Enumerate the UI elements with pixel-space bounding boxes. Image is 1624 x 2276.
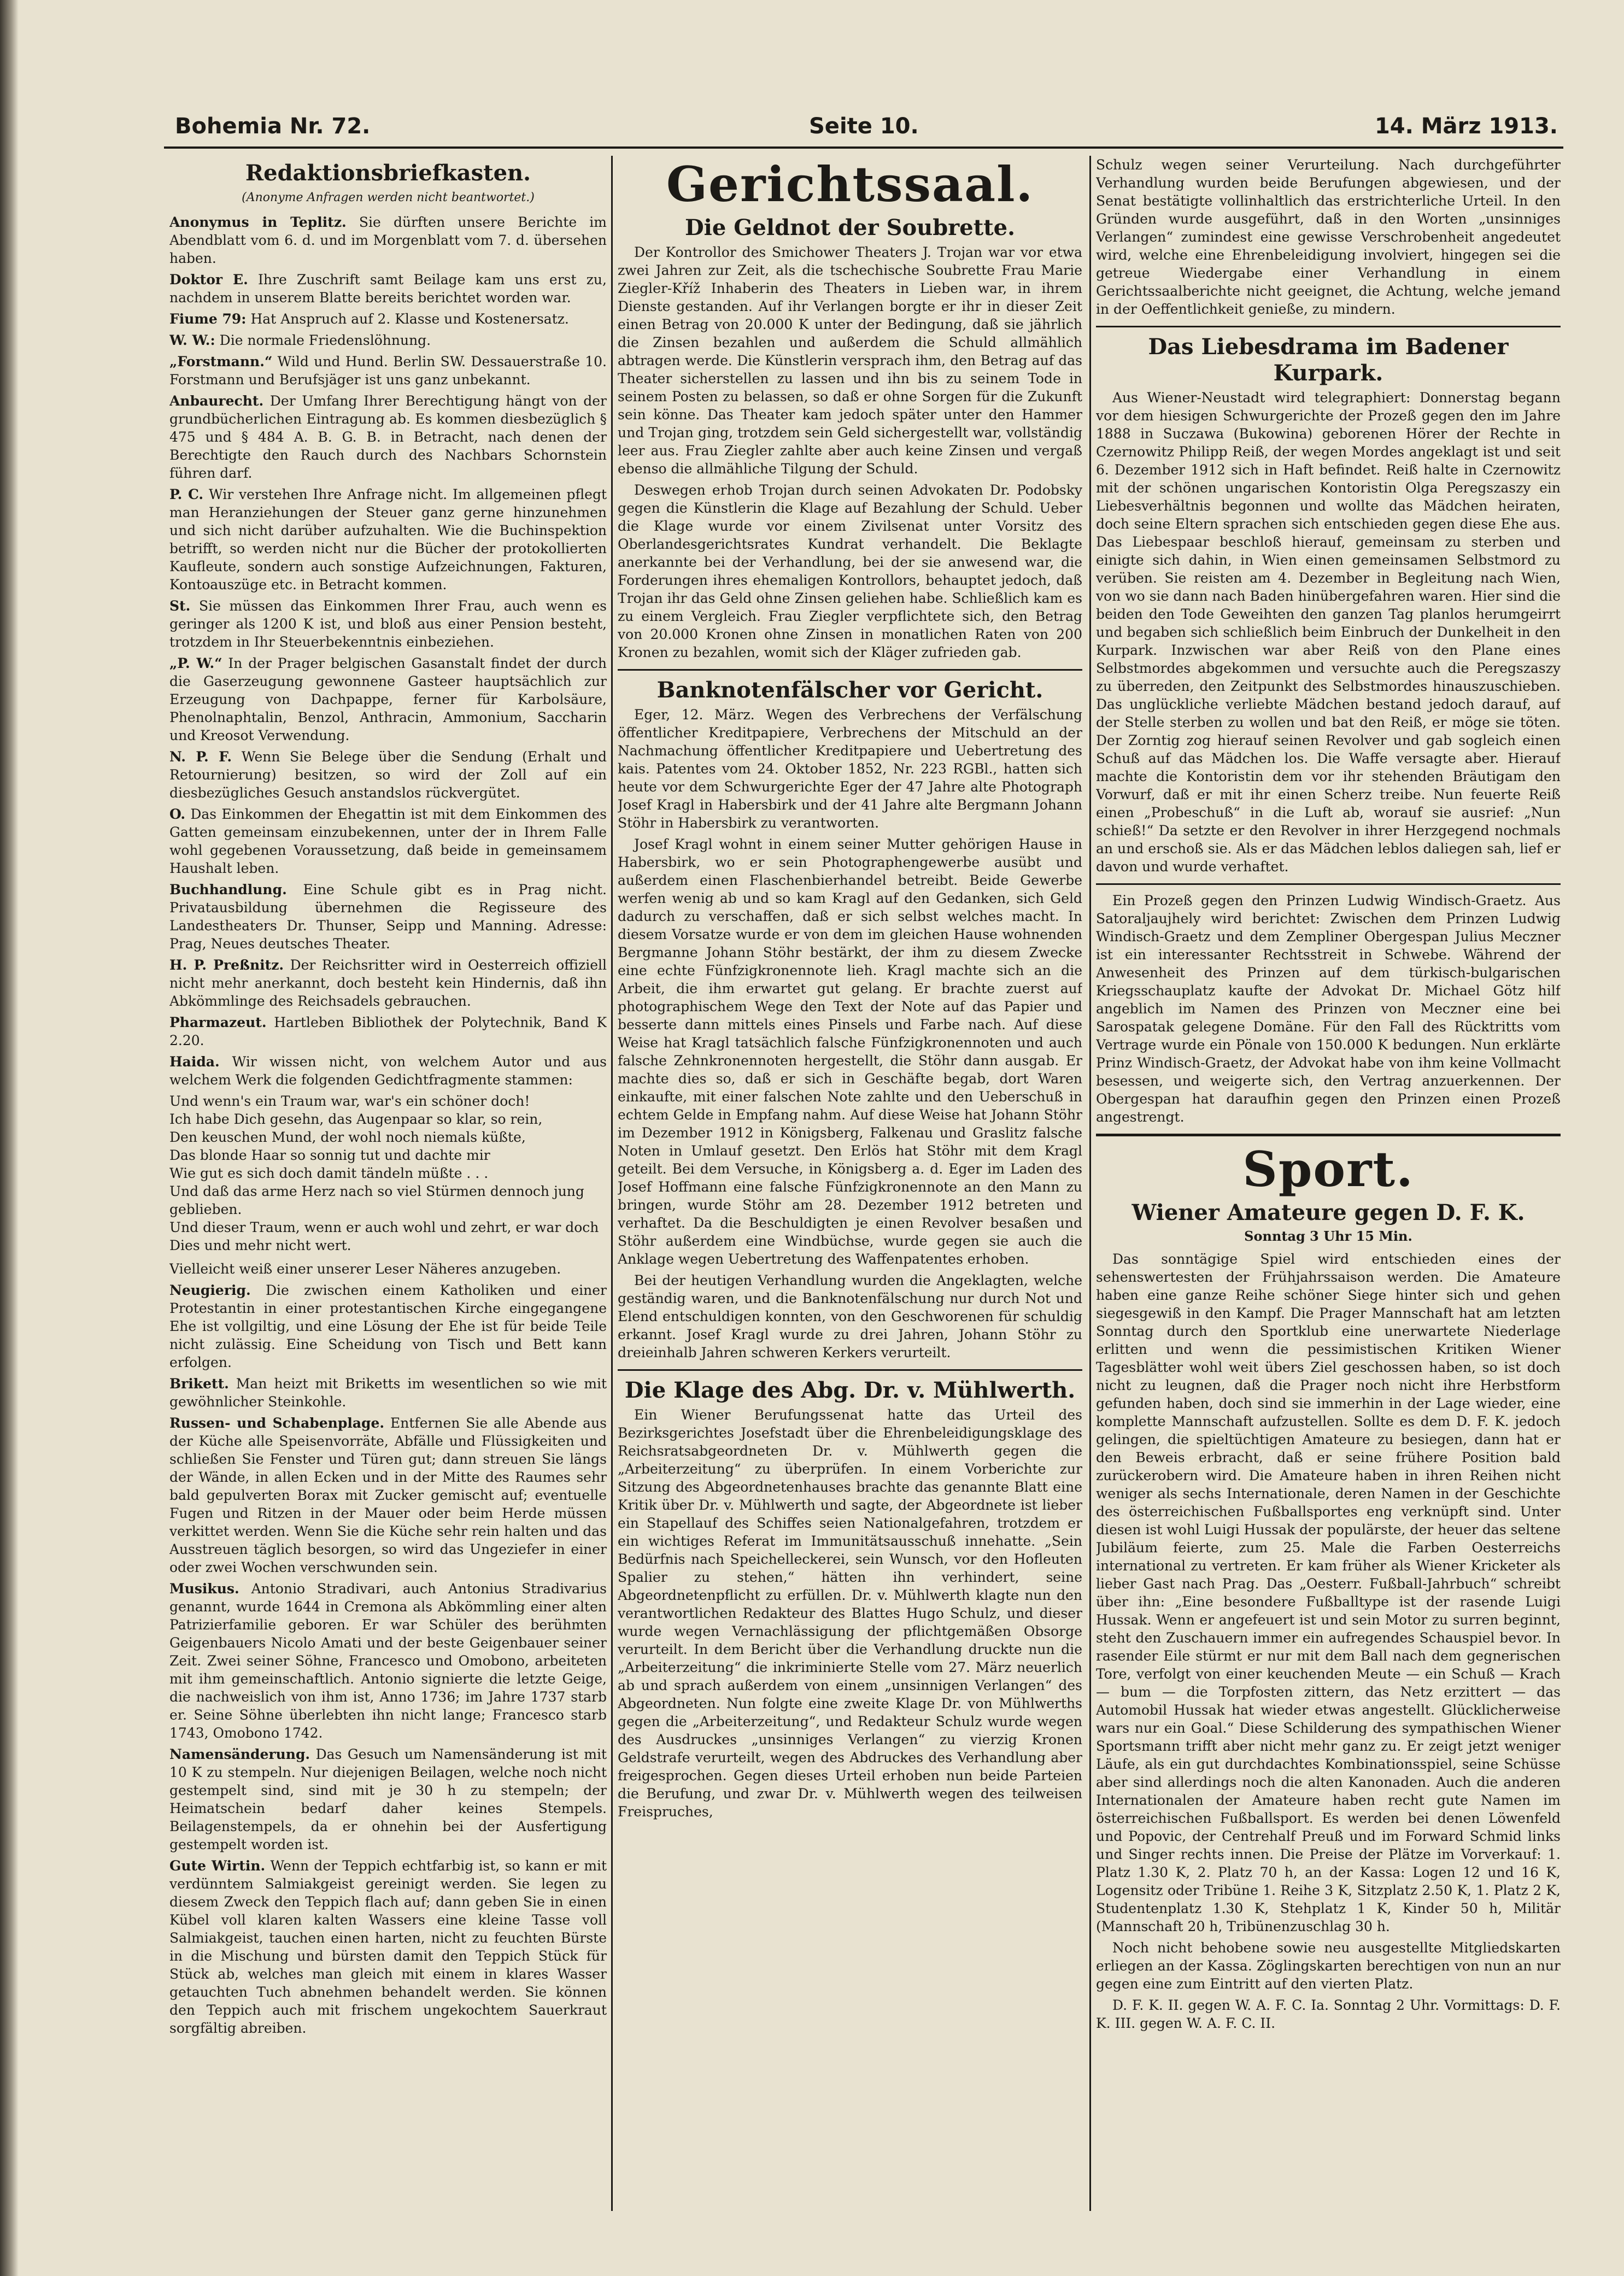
mailbox-entry — [169, 1857, 607, 2037]
paragraph: D. F. K. II. gegen W. A. F. C. Ia. Sonntag 2 Uhr. Vormittags: D. F. K. III. gegen W. A. F. C. II. — [1096, 1997, 1561, 2031]
column-court — [618, 156, 1082, 2211]
mailbox-entry — [169, 1745, 607, 1853]
entry-text: Antonio Stradivari, auch Antonius Stradivarius genannt, wurde 1644 in Cremona als Abkömmling einer alten Patrizierfamilie geboren. Er war Schüler des berühmten Geigenbauers Nicolo Amati und der beste Geigenbauer seiner Zeit. Zwei seiner Söhne, Francesco und Omobono, arbeiteten mit ihm gemeinschaftlich. Antonio signierte die letzte Geige, die nachweislich von ihm ist, Anno 1736; im Jahre 1737 starb er. Seine Söhne überlebten ihn nicht lange; Francesco starb 1743, Omobono 1742. — [169, 1581, 607, 1741]
entry-keyword: „P. W.“ — [169, 655, 222, 671]
mailbox-entry — [169, 485, 607, 594]
column-court-sport — [1096, 156, 1561, 2211]
poem-line: Ich habe Dich gesehn, das Augenpaar so klar, so rein, — [169, 1111, 543, 1127]
mailbox-entry — [169, 1375, 607, 1411]
page-header — [164, 114, 1563, 146]
poem-line: Und wenn's ein Traum war, war's ein schöner doch! — [169, 1093, 530, 1109]
paragraph: Ein Prozeß gegen den Prinzen Ludwig Windisch-Graetz. Aus Satoraljaujhely wird berichtet: Zwischen dem Prinzen Ludwig Windisch-Graetz und dem Zempliner Obergespan Julius Meczner ist ein interessanter Rechtsstreit in Schwebe. Während der Anwesenheit des Prinzen auf dem türkisch-bulgarischen Kriegsschauplatz kaufte der Advokat Dr. Michael Götz hilf angeblich im Namen des Prinzen von Meczner eine bei Sarospatak gelegene Domäne. Für den Fall des Rücktritts vom Vertrage wurde ein Pönale von 150.000 K bedungen. Nun erklärte Prinz Windisch-Graetz, der Advokat habe von ihm keine Vollmacht besessen, und weigerte sich, den Vertrag anzuerkennen. Der Obergespan hat daraufhin gegen den Prinzen einen Prozeß angestrengt. — [1096, 893, 1561, 1125]
article-divider — [618, 1369, 1082, 1371]
paragraph: Der Kontrollor des Smichower Theaters J. Trojan war vor etwa zwei Jahren zur Zeit, als die tschechische Soubrette Frau Marie Ziegler-Kříž Inhaberin des Theaters in Lieben war, in ihrem Dienste gestanden. Auf ihr Verlangen borgte er ihr in dieser Zeit einen Betrag von 20.000 K unter der Bedingung, daß sie jährlich die Zinsen bezahlen und außerdem die Schuld allmählich abtragen werde. Die Künstlerin versprach ihm, den Betrag auf das Theater sicherstellen zu lassen und ihn bis zu seinem Tode in seinem Posten zu belassen, so daß er ohne Sorgen für die Zukunft sein könne. Das Theater kam jedoch später unter den Hammer und Trojan ging, trotzdem sein Geld sichergestellt war, vollständig leer aus. Frau Ziegler zahlte aber auch keine Zinsen und vergaß ebenso die allmähliche Tilgung der Schuld. — [618, 244, 1082, 477]
section-divider — [1096, 1134, 1561, 1136]
entry-keyword: W. W.: — [169, 332, 215, 348]
article-divider — [618, 669, 1082, 671]
entry-keyword: Brikett. — [169, 1376, 229, 1392]
entry-text: In der Prager belgischen Gasanstalt findet der durch die Gaserzeugung gewonnene Gasteer hauptsächlich zur Erzeugung von Dachpappe, ferner für Karbolsäure, Phenolnaphtalin, Benzol, Anthracin, Ammonium, Saccharin und Kreosot Verwendung. — [169, 655, 607, 743]
entry-keyword: N. P. F. — [169, 749, 232, 765]
article-body — [618, 1406, 1082, 1821]
poem-line: Und daß das arme Herz nach so viel Stürmen dennoch jung geblieben. — [169, 1183, 584, 1217]
header-page-number: Seite 10. — [809, 114, 919, 139]
entry-keyword: Haida. — [169, 1054, 220, 1070]
mailbox-entry — [169, 331, 607, 349]
entry-keyword: Fiume 79: — [169, 311, 247, 327]
paragraph: Bei der heutigen Verhandlung wurden die Angeklagten, welche geständig waren, und die Banknotenfälschung nur durch Not und Elend entschuldigen konnten, von den Geschworenen für schuldig erkannt. Josef Kragl wurde zu drei Jahren, Johann Stöhr zu dreieinhalb Jahren schweren Kerkers verurteilt. — [618, 1272, 1082, 1360]
entry-text: Wenn der Teppich echtfarbig ist, so kann er mit verdünntem Salmiakgeist gereinigt werden. Sie legen zu diesem Zweck den Teppich flach auf; dann geben Sie in einen Kübel voll klaren kalten Wassers eine kleine Tasse voll Salmiakgeist, tauchen einen harten, nicht zu feuchten Bürste in die Mischung und bürsten damit den Teppich Stück für Stück ab, welches man gleich mit einem in klares Wasser getauchten Tuch abnehmen behandelt werden. Sie können den Teppich auch mit frischem ungekochtem Sauerkraut sorgfältig abreiben. — [169, 1858, 607, 2036]
entry-text: Man heizt mit Briketts im wesentlichen so wie mit gewöhnlicher Steinkohle. — [169, 1376, 607, 1410]
entry-keyword: Anbaurecht. — [169, 393, 264, 409]
entry-text: Das Gesuch um Namensänderung ist mit 10 K zu stempeln. Nur diejenigen Beilagen, welche noch nicht gestempelt sind, sind mit je 30 h zu stempeln; der Heimatschein bedarf daher keines Stempels. Beilagenstempels, da er ohnehin bei der Ausfertigung gestempelt worden ist. — [169, 1746, 607, 1852]
entry-text: Wenn Sie Belege über die Sendung (Erhalt und Retournierung) besitzen, so wird der Zoll auf ein diesbezügliches Gesuch anstandslos rückvergütet. — [169, 749, 607, 801]
mailbox-entry — [169, 654, 607, 744]
article-body — [1096, 389, 1561, 876]
mailbox-entries-continued — [169, 1260, 607, 2037]
entry-keyword: H. P. Preßnitz. — [169, 957, 284, 973]
entry-keyword: P. C. — [169, 486, 204, 502]
entry-text: Die zwischen einem Katholiken und einer Protestantin in einer protestantischen Kirche eingegangene Ehe ist vollgiltig, und eine Lösung der Ehe ist für beide Teile nicht zulässig. Eine Scheidung von Tisch und Bett kann erfolgen. — [169, 1282, 607, 1370]
entry-text: Ihre Zuschrift samt Beilage kam uns erst zu, nachdem in unserem Blatte bereits berichtet worden war. — [169, 272, 607, 306]
entry-text: Der Umfang Ihrer Berechtigung hängt von der grundbücherlichen Eintragung ab. Es kommen diesbezüglich § 475 und § 484 A. B. G. B. in Betracht, nach denen der Berechtigte den Rauch durch des Nachbars Schornstein führen darf. — [169, 393, 607, 481]
poem-line: Wie gut es sich doch damit tändeln müßte . . . — [169, 1165, 489, 1181]
entry-keyword: „Forstmann.“ — [169, 354, 273, 369]
header-date: 14. März 1913. — [1374, 114, 1558, 139]
mailbox-entry — [169, 392, 607, 482]
paragraph: Noch nicht behobene sowie neu ausgestellte Mitgliedskarten erliegen an der Kassa. Zöglingskarten berechtigen von nun an nur gegen eine zum Eintritt auf den vierten Platz. — [1096, 1940, 1561, 1992]
entry-text: Der Reichsritter wird in Oesterreich offiziell nicht mehr anerkannt, doch besteht kein Hindernis, daß ihn Abkömmlinge des Reichsadels gebrauchen. — [169, 957, 607, 1009]
mailbox-entry — [169, 213, 607, 267]
article-title: Die Geldnot der Soubrette. — [684, 215, 1016, 240]
article-title: Das Liebesdrama im Badener Kurpark. — [1148, 334, 1509, 386]
column-editorial-mailbox — [169, 156, 607, 2211]
mailbox-entry — [169, 956, 607, 1010]
article-title: Banknotenfälscher vor Gericht. — [656, 677, 1043, 703]
article-title: Wiener Amateure gegen D. F. K. — [1131, 1200, 1525, 1225]
entry-text: Sie dürften unsere Berichte im Abendblatt vom 6. d. und im Morgenblatt vom 7. d. übersehen haben. — [169, 214, 607, 266]
entry-text: Wir verstehen Ihre Anfrage nicht. Im allgemeinen pflegt man Heranziehungen der Steuer ganz gerne hinzunehmen und sich nicht darüber aufzuhalten. Wie die Buchinspektion betrifft, so werden nicht nur die Bücher der protokollierten Kaufleute, sondern auch sonstige Aufzeichnungen, Fakturen, Kontoauszüge etc. in Betracht kommen. — [169, 486, 607, 593]
header-rule — [164, 146, 1563, 149]
paragraph: Aus Wiener-Neustadt wird telegraphiert: Donnerstag begann vor dem hiesigen Schwurgerichte der Prozeß gegen den im Jahre 1888 in Suczawa (Bukowina) geborenen Hörer der Rechte in Czernowitz Philipp Reiß, der wegen Mordes angeklagt ist und seit 6. Dezember 1912 sich in Haft befindet. Reiß halte in Czernowitz mit der schönen ungarischen Kontoristin Olga Peregszaszy ein Liebesverhältnis begonnen und wollte das Mädchen heiraten, doch seine Eltern sprachen sich entschieden gegen diese Ehe aus. Das Liebespaar beschloß hierauf, gemeinsam zu sterben und einigte sich dahin, in Wien einen gemeinsamen Selbstmord zu verüben. Sie reisten am 4. Dezember in Begleitung nach Wien, von wo sie dann nach Baden hinübergefahren waren. Hier sind die beiden den Tode Geweihten den ganzen Tag planlos herumgeirrt und begaben sich schließlich beim Einbruch der Dunkelheit in den Kurpark. Inzwischen war aber Reiß von den Plane eines Selbstmordes abgekommen und versuchte auch die Peregszaszy zu überreden, den Zeitpunkt des Selbstmordes hinauszuschieben. Das unglückliche verliebte Mädchen bestand jedoch darauf, auf der Stelle sterben zu wollen und bat den Reiß, er möge sie töten. Der Zorntig zog hierauf seinen Revolver und gab sogleich einen Schuß auf das Mädchen los. Die Waffe versagte aber. Hierauf machte die Kontoristin dem vor ihr stehenden Bräutigam den Vorwurf, daß er mit ihr einen Scherz treibe. Nun feuerte Reiß einen „Probeschuß“ in die Luft ab, worauf sie ausrief: „Nun schieß!“ Da setzte er den Revolver in ihrer Herzgegend nochmals an und erschoß sie. Als er das Mädchen leblos daliegen sah, lief er davon und wurde verhaftet. — [1096, 390, 1561, 875]
article-continuation: Schulz wegen seiner Verurteilung. Nach durchgeführter Verhandlung wurden beide Berufungen abgewiesen, und der Senat bestätigte vollinhaltlich das erstrichterliche Urteil. In den Gründen wurde ausgeführt, daß in den Worten „unsinniges Verlangen“ zumindest eine gewisse Verschrobenheit angedeutet wird, welche eine Ehrenbeleidigung involviert, hingegen sei die getreue Wiedergabe einer Verhandlung in einem Gerichtssaalberichte nicht geeignet, die Achtung, welche jemand in der Oeffentlichkeit genieße, zu mindern. — [1096, 157, 1561, 317]
entry-keyword: Buchhandlung. — [169, 882, 287, 898]
entry-text: Wir wissen nicht, von welchem Autor und aus welchem Werk die folgenden Gedichtfragmente stammen: — [169, 1054, 607, 1088]
article-subtitle: Sonntag 3 Uhr 15 Min. — [1244, 1228, 1412, 1244]
paragraph: Das sonntägige Spiel wird entschieden eines der sehenswertesten der Frühjahrssaison werden. Die Amateure haben eine ganze Reihe schöner Siege hinter sich und gehen siegesgewiß in den Kampf. Die Prager Mannschaft hat am letzten Sonntag durch den Sportklub eine unerwartete Niederlage erlitten und wenn die pessimistischen Kritiken Wiener Tagesblätter wohl weit übers Ziel geschossen haben, so ist doch nicht zu leugnen, daß die Prager noch nicht ihre Herbstform gefunden haben, doch sind sie immerhin in der Lage wieder, eine komplette Mannschaft aufzustellen. Sollte es dem D. F. K. jedoch gelingen, die spieltüchtigen Amateure zu besiegen, dann hat er den Beweis erbracht, daß er seine frühere Position bald zurückerobern wird. Die Amateure haben in ihren Reihen nicht weniger als sechs Internationale, deren Namen in der Geschichte des österreichischen Fußballsportes eng verknüpft sind. Unter diesen ist wohl Luigi Hussak der populärste, der heuer das seltene Jubiläum feierte, zum 25. Male die Farben Oesterreichs international zu vertreten. Er kam früher als Wiener Kricketer als lieber Gast nach Prag. Das „Oesterr. Fußball-Jahrbuch“ schreibt über ihn: „Eine besondere Fußballtype ist der rasende Luigi Hussak. Wenn er angefeuert ist und sein Motor zu surren beginnt, steht den Zuschauern immer ein aufregendes Schauspiel bevor. In rasender Eile stürmt er nur mit dem Ball nach dem gegnerischen Tore, verfolgt von einer keuchenden Meute — ein Schuß — Krach — bum — die Torpfosten zittern, das Netz erzittert — das Automobil Hussak hat wieder etwas angestellt. Glücklicherweise wars nur ein Goal.“ Diese Schilderung des sympathischen Wiener Sportsmann trifft aber nicht mehr ganz zu. Er zeigt jetzt weniger Läufe, als ein gut durchdachtes Kombinationsspiel, seine Schüsse aber sind allerdings noch die alten Kanonaden. Auch die anderen Internationalen der Amateure haben recht gute Namen im österreichischen Fußballsport. Es werden bei denen Löwenfeld und Popovic, der Centrehalf Preuß und im Forward Schmid links und Singer rechts innen. Die Preise der Plätze im Vorverkauf: 1. Platz 1.30 K, 2. Platz 70 h, an der Kassa: Logen 12 und 16 K, Logensitz oder Tribüne 1. Reihe 3 K, Sitzplatz 2.50 K, 1. Platz 2 K, Studentenplatz 1.30 K, Stehplatz 1 K, Kinder 50 h, Militär (Mannschaft 20 h, Tribünenzuschlag 30 h. — [1096, 1251, 1561, 1934]
entry-keyword: Neugierig. — [169, 1282, 251, 1298]
mailbox-entry — [169, 1013, 607, 1049]
mailbox-entry — [169, 805, 607, 877]
entry-keyword: O. — [169, 806, 186, 822]
column-rule — [611, 156, 613, 2211]
mailbox-entry — [169, 881, 607, 953]
mailbox-entry — [169, 353, 607, 389]
mailbox-entry — [169, 1053, 607, 1089]
poem-line: Den keuschen Mund, der wohl noch niemals küßte, — [169, 1129, 526, 1145]
article-divider — [1096, 326, 1561, 327]
mailbox-entry — [169, 1414, 607, 1576]
header-publication: Bohemia Nr. 72. — [175, 114, 371, 139]
entry-keyword: St. — [169, 598, 191, 614]
entry-keyword: Namensänderung. — [169, 1746, 310, 1762]
entry-keyword: Musikus. — [169, 1581, 239, 1597]
paragraph: Ein Wiener Berufungssenat hatte das Urteil des Bezirksgerichtes Josefstadt über die Ehrenbeleidigungsklage des Reichsratsabgeordneten Dr. v. Mühlwerth gegen die „Arbeiterzeitung“ zu überprüfen. In einem Vorberichte zur Sitzung des Abgeordnetenhauses brachte das genannte Blatt eine Kritik über Dr. v. Mühlwerth und sagte, der Abgeordnete ist lieber ein Stapellauf des Schiffes seien Nationalgefahren, trotzdem er ein wichtiges Referat im Immunitätsausschuß innehatte. „Sein Bedürfnis nach Speichelleckerei, sein Wunsch, vor den Hofleuten Spalier zu stehen,“ hätten ihn verhindert, seine Abgeordnetenpflicht zu erfüllen. Dr. v. Mühlwerth klagte nun den verantwortlichen Redakteur des Blattes Hugo Schulz, und dieser wurde wegen Vernachlässigung der pflichtgemäßen Obsorge verurteilt. In dem Bericht über die Verhandlung druckte nun die „Arbeiterzeitung“ die inkriminierte Stelle vom 27. März neuerlich ab und sprach außerdem von einem „unsinnigen Verlangen“ des Abgeordneten. Nun folgte eine zweite Klage Dr. von Mühlwerths gegen die „Arbeiterzeitung“, und Redakteur Schulz wurde wegen des Ausdruckes „unsinniges Verlangen“ zu vierzig Kronen Geldstrafe verurteilt, wegen des Abdruckes des Verhandlung aber freigesprochen. Gegen dieses Urteil erhoben nun beide Parteien die Berufung, und zwar Dr. v. Mühlwerth wegen des teilweisen Freispruches, — [618, 1407, 1082, 1820]
paragraph: Deswegen erhob Trojan durch seinen Advokaten Dr. Podobsky gegen die Künstlerin die Klage auf Bezahlung der Schuld. Ueber die Klage wurde vor einem Zivilsenat unter Vorsitz des Oberlandesgerichtsrates Kundrat verhandelt. Die Beklagte anerkannte bei der Verhandlung, bei der sie anwesend war, die Forderungen ihres ehemaligen Kontrollors, behauptet jedoch, daß Trojan ihr das Geld ohne Zinsen geliehen habe. Schließlich kam es zu einem Vergleich. Frau Ziegler verpflichtete sich, den Betrag von 20.000 Kronen ohne Zinsen in monatlichen Raten von 200 Kronen zu bezahlen, womit sich der Kläger zufrieden gab. — [618, 482, 1082, 660]
paragraph: Josef Kragl wohnt in einem seiner Mutter gehörigen Hause in Habersbirk, wo er sein Photographengewerbe ausübt und außerdem einen Flaschenbierhandel betreibt. Beide Gewerbe werfen wenig ab und so kam Kragl auf den Gedanken, sich Geld dadurch zu verschaffen, daß er sich selbst welches macht. In diesem Vorsatze wurde er von dem im gleichen Hause wohnenden Bergmanne Johann Stöhr bestärkt, der ihm zu diesem Zwecke eine echte Fünfzigkronennote lieh. Kragl machte sich an die Arbeit, die ihm erwartet gut gelang. Er brachte zuerst auf photographischem Wege den Text der Note auf das Papier und besserte dann mittels eines Pinsels und Farbe nach. Auf diese Weise hat Kragl tatsächlich falsche Fünfzigkronennoten und auch falsche Zehnkronennoten hergestellt, die Stöhr dann ausgab. Er machte dies so, daß er sich in Geschäfte begab, dort Waren einkaufte, mit einer falschen Note zahlte und den Ueberschuß in echtem Gelde in Empfang nahm. Auf diese Weise hat Johann Stöhr im Dezember 1912 in Königsberg, Falkenau und Graslitz falsche Noten in Umlauf gesetzt. Den Erlös hat Stöhr mit dem Kragl geteilt. Bei dem Versuche, in Königsberg a. d. Eger im Laden des Josef Hoffmann eine falsche Fünfzigkronennote an den Mann zu bringen, wurde Stöhr am 28. Dezember 1912 betreten und verhaftet. Da die Beschuldigten je einen Revolver besaßen und Stöhr außerdem eine Windbüchse, wurde gegen sie auch die Anklage wegen Uebertretung des Waffenpatentes erhoben. — [618, 836, 1082, 1267]
mailbox-entry — [169, 1580, 607, 1742]
entry-keyword: Anonymus in Teplitz. — [169, 214, 347, 230]
entry-keyword: Gute Wirtin. — [169, 1858, 266, 1874]
column-rule — [1089, 156, 1091, 2211]
mailbox-note: (Anonyme Anfragen werden nicht beantwortet.) — [242, 191, 535, 204]
mailbox-entry — [169, 748, 607, 802]
paragraph: Eger, 12. März. Wegen des Verbrechens der Verfälschung öffentlicher Kreditpapiere, Verbrechens der Mitschuld an der Nachmachung öffentlicher Kreditpapiere und Uebertretung des kais. Patentes vom 24. Oktober 1852, Nr. 223 RGBl., hatten sich heute vor dem Schwurgerichte Eger der 47 Jahre alte Photograph Josef Kragl in Habersbirk und der 41 Jahre alte Bergmann Johann Stöhr in Habersbirk zu verantworten. — [618, 707, 1082, 831]
article-title: Die Klage des Abg. Dr. v. Mühlwerth. — [624, 1377, 1076, 1403]
poem-fragment — [169, 1092, 607, 1254]
mailbox-entries — [169, 213, 607, 1089]
entry-keyword: Russen- und Schabenplage. — [169, 1415, 385, 1431]
article-divider — [1096, 883, 1561, 885]
entry-text: Hartleben Bibliothek der Polytechnik, Band K 2.20. — [169, 1014, 607, 1048]
article-body — [1096, 1250, 1561, 2032]
mailbox-entry — [169, 1281, 607, 1371]
entry-text: Wild und Hund. Berlin SW. Dessauerstraße 10. Forstmann und Berufsjäger ist uns ganz unbekannt. — [169, 354, 607, 388]
mailbox-entry — [169, 597, 607, 651]
article-body — [1096, 891, 1561, 1126]
entry-keyword: Doktor E. — [169, 272, 248, 288]
mailbox-title: Redaktionsbriefkasten. — [245, 160, 531, 186]
entry-text: Eine Schule gibt es in Prag nicht. Privatausbildung übernehmen die Regisseure des Landestheaters Dr. Thunser, Seipp und Manning. Adresse: Prag, Neues deutsches Theater. — [169, 882, 607, 952]
entry-text: Sie müssen das Einkommen Ihrer Frau, auch wenn es geringer als 1200 K ist, und bloß aus einer Pension besteht, trotzdem in Ihr Steuerbekenntnis einbeziehen. — [169, 598, 607, 650]
entry-text: Vielleicht weiß einer unserer Leser Näheres anzugeben. — [169, 1261, 561, 1277]
section-title-sport: Sport. — [1242, 1141, 1414, 1198]
section-title-court: Gerichtssaal. — [666, 156, 1034, 213]
poem-line: Das blonde Haar so sonnig tut und dachte mir — [169, 1147, 490, 1163]
entry-text: Entfernen Sie alle Abende aus der Küche alle Speisenvorräte, Abfälle und Flüssigkeiten und schließen Sie Fenster und Türen gut; dann streuen Sie längs der Wände, in allen Ecken und in der Mitte des Raumes sehr bald gepulverten Borax mit Zucker gemischt auf; eventuelle Fugen und Ritzen in der Mauer oder beim Herde müssen verkittet werden. Wenn Sie die Küche sehr rein halten und das Ausstreuen täglich besorgen, so wird das Ungeziefer in einer oder zwei Wochen verschwunden sein. — [169, 1415, 607, 1575]
poem-line: Und dieser Traum, wenn er auch wohl und zehrt, er war doch Dies und mehr nicht wert. — [169, 1219, 599, 1253]
mailbox-entry — [169, 1260, 607, 1278]
mailbox-entry — [169, 271, 607, 307]
entry-text: Hat Anspruch auf 2. Klasse und Kostenersatz. — [246, 311, 569, 327]
entry-text: Das Einkommen der Ehegattin ist mit dem Einkommen des Gatten gemeinsam einzubekennen, unter der in Ihrem Falle wohl gegebenen Voraussetzung, daß beide in gemeinsamem Haushalt leben. — [169, 806, 607, 876]
article-body — [618, 706, 1082, 1362]
entry-keyword: Pharmazeut. — [169, 1014, 267, 1030]
mailbox-entry — [169, 310, 607, 328]
article-body — [618, 243, 1082, 661]
entry-text: Die normale Friedenslöhnung. — [215, 332, 431, 348]
